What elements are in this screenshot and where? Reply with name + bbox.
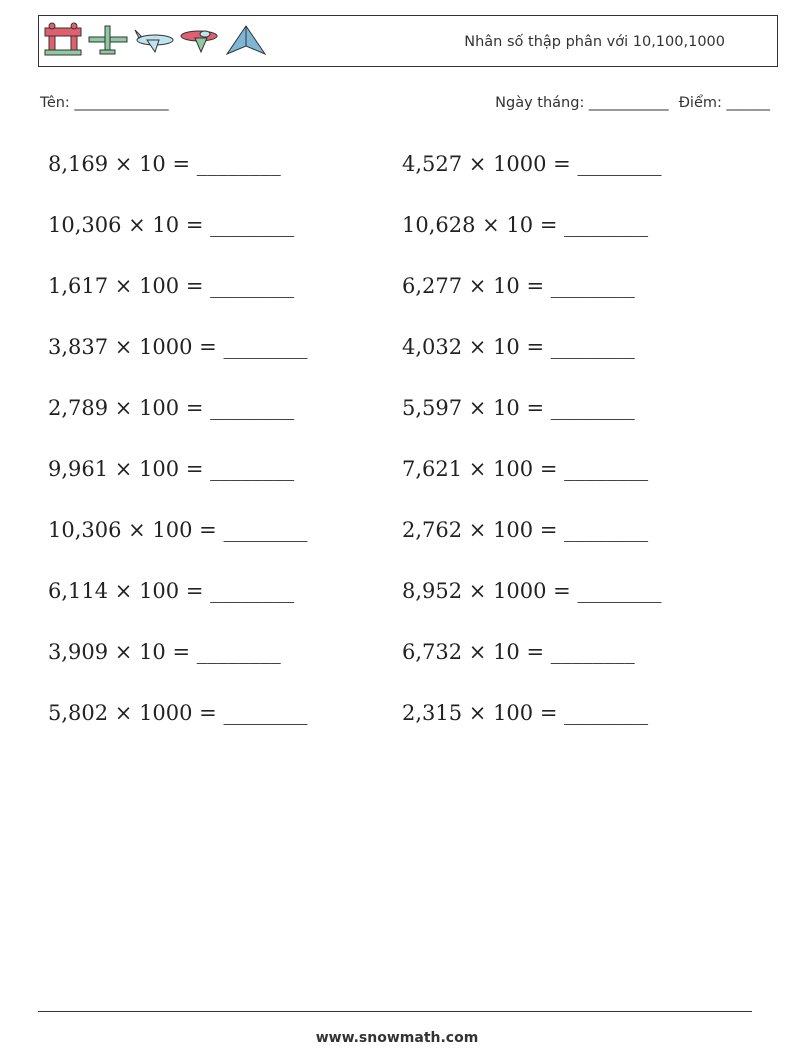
name-field[interactable]: Tên: _____________ — [40, 95, 169, 111]
plane-3-icon — [133, 22, 175, 58]
date-field[interactable]: Ngày tháng: ___________ — [495, 95, 669, 111]
problem-6-2: 7,621 × 100 = ________ — [402, 457, 649, 481]
problem-1-1: 8,169 × 10 = ________ — [48, 152, 281, 176]
plane-4-icon — [179, 22, 221, 58]
footer-divider — [38, 1011, 752, 1012]
header-box — [38, 15, 778, 67]
page-title: Nhân số thập phân với 10,100,1000 — [464, 34, 725, 50]
problem-3-1: 1,617 × 100 = ________ — [48, 274, 295, 298]
problem-4-1: 3,837 × 1000 = ________ — [48, 335, 308, 359]
icon-strip — [43, 22, 267, 58]
problem-4-2: 4,032 × 10 = ________ — [402, 335, 635, 359]
footer-url[interactable]: www.snowmath.com — [315, 1030, 479, 1046]
plane-5-icon — [225, 22, 267, 58]
problem-7-2: 2,762 × 100 = ________ — [402, 518, 649, 542]
problem-9-1: 3,909 × 10 = ________ — [48, 640, 281, 664]
plane-1-icon — [43, 22, 83, 58]
problem-8-2: 8,952 × 1000 = ________ — [402, 579, 662, 603]
plane-2-icon — [87, 22, 129, 58]
problem-1-2: 4,527 × 1000 = ________ — [402, 152, 662, 176]
problem-9-2: 6,732 × 10 = ________ — [402, 640, 635, 664]
problem-2-1: 10,306 × 10 = ________ — [48, 213, 295, 237]
problem-6-1: 9,961 × 100 = ________ — [48, 457, 295, 481]
problem-10-1: 5,802 × 1000 = ________ — [48, 701, 308, 725]
problem-5-2: 5,597 × 10 = ________ — [402, 396, 635, 420]
problem-2-2: 10,628 × 10 = ________ — [402, 213, 649, 237]
problem-7-1: 10,306 × 100 = ________ — [48, 518, 308, 542]
problem-10-2: 2,315 × 100 = ________ — [402, 701, 649, 725]
problem-3-2: 6,277 × 10 = ________ — [402, 274, 635, 298]
date-score-group — [495, 95, 770, 111]
problem-8-1: 6,114 × 100 = ________ — [48, 579, 295, 603]
problem-5-1: 2,789 × 100 = ________ — [48, 396, 295, 420]
score-field[interactable]: Điểm: ______ — [678, 95, 770, 111]
